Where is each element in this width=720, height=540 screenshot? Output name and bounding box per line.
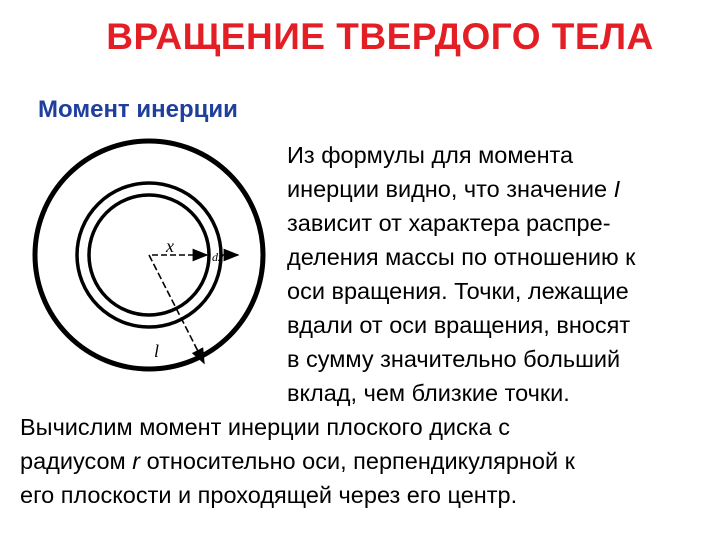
text-line: зависит от характера распре- (287, 210, 611, 236)
label-x: x (166, 236, 174, 256)
explanation-paragraph (287, 138, 712, 410)
text-line: в сумму значительно больший (287, 346, 621, 372)
task-paragraph (20, 410, 710, 512)
text-line: оси вращения. Точки, лежащие (287, 278, 629, 304)
text-line: радиусом r относительно оси, перпендикулярной к (20, 448, 575, 474)
text-line: его плоскости и проходящей через его центр. (20, 482, 518, 508)
text-line: Из формулы для момента (287, 142, 574, 168)
label-l: l (154, 341, 160, 361)
text-line: деления массы по отношению к (287, 244, 636, 270)
text-line: вклад, чем близкие точки. (287, 380, 570, 406)
slide-title: ВРАЩЕНИЕ ТВЕРДОГО ТЕЛА (106, 16, 654, 57)
text-line: инерции видно, что значение I (287, 176, 621, 202)
slide-subtitle: Момент инерции (38, 96, 238, 123)
label-dx: dx (212, 250, 224, 264)
text-line: Вычислим момент инерции плоского диска с (20, 414, 510, 440)
ring-diagram (24, 135, 274, 390)
moment-symbol: I (613, 176, 621, 202)
text-line: вдали от оси вращения, вносят (287, 312, 631, 338)
radius-symbol: r (132, 448, 141, 474)
